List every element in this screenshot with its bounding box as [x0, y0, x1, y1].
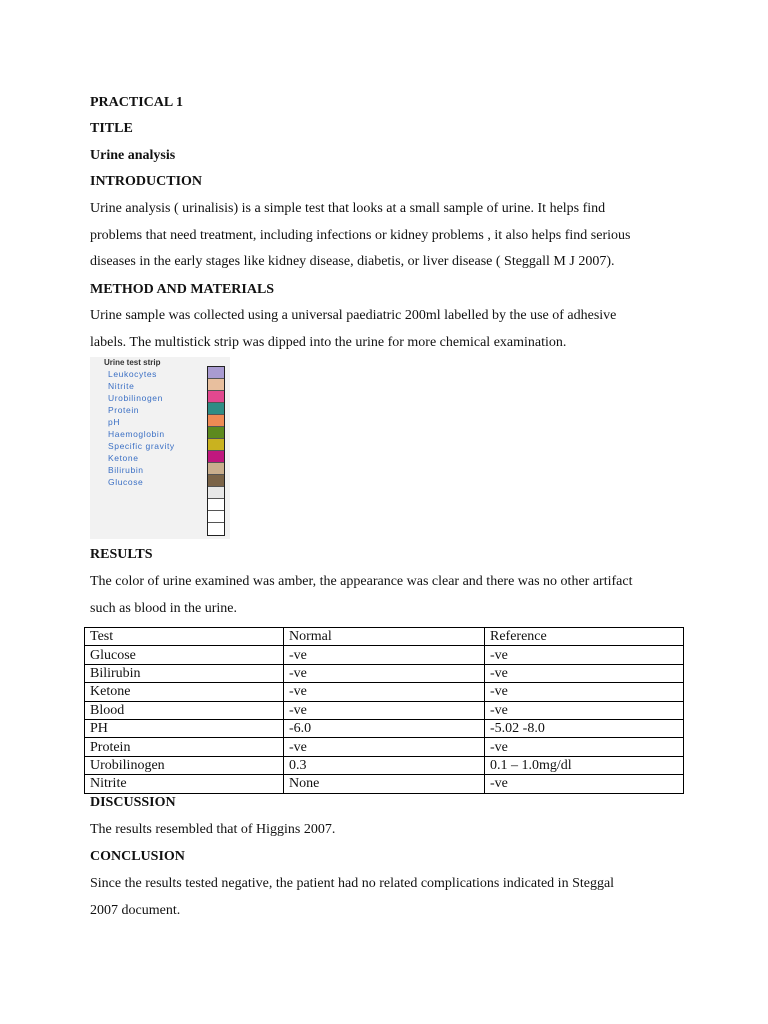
table-cell: -ve	[485, 664, 684, 682]
discussion-heading: DISCUSSION	[90, 795, 176, 810]
table-cell: -ve	[284, 701, 485, 719]
table-cell: -ve	[284, 738, 485, 756]
strip-color-pad	[208, 511, 224, 523]
introduction-heading: INTRODUCTION	[90, 174, 203, 189]
table-row	[85, 738, 684, 756]
discussion-paragraph: The results resembled that of Higgins 2007.	[90, 822, 336, 837]
strip-label: pH	[108, 417, 121, 427]
paragraph-line: Since the results tested negative, the patient had no related complications indicated in Steggal	[90, 876, 615, 891]
strip-color-pad	[208, 439, 224, 451]
strip-color-pad	[208, 487, 224, 499]
paragraph-line: The color of urine examined was amber, the appearance was clear and there was no other artifact	[90, 574, 633, 589]
conclusion-heading: CONCLUSION	[90, 849, 185, 864]
document-subtitle: Urine analysis	[90, 148, 176, 163]
results-table	[84, 627, 684, 794]
strip-label: Specific gravity	[108, 441, 175, 451]
strip-figure-title: Urine test strip	[104, 358, 161, 367]
table-cell: -ve	[485, 701, 684, 719]
table-row	[85, 701, 684, 719]
strip-color-pad	[208, 427, 224, 439]
strip-label: Protein	[108, 405, 140, 415]
table-cell: -ve	[284, 646, 485, 664]
table-cell: -ve	[485, 775, 684, 793]
method-paragraph	[90, 303, 680, 356]
strip-label: Glucose	[108, 477, 144, 487]
table-cell: Bilirubin	[85, 664, 284, 682]
table-cell: -ve	[485, 738, 684, 756]
table-row	[85, 664, 684, 682]
strip-color-pad	[208, 367, 224, 379]
table-cell: Urobilinogen	[85, 756, 284, 774]
table-cell: Ketone	[85, 683, 284, 701]
table-cell: PH	[85, 719, 284, 737]
paragraph-line: diseases in the early stages like kidney disease, diabetis, or liver disease ( Steggall M J 2007).	[90, 254, 615, 269]
table-cell: Glucose	[85, 646, 284, 664]
results-heading: RESULTS	[90, 547, 153, 562]
table-cell: 0.1 – 1.0mg/dl	[485, 756, 684, 774]
table-cell: -5.02 -8.0	[485, 719, 684, 737]
conclusion-paragraph	[90, 871, 680, 924]
strip-label: Ketone	[108, 453, 139, 463]
table-cell: -ve	[284, 664, 485, 682]
paragraph-line: 2007 document.	[90, 902, 181, 918]
paragraph-line: such as blood in the urine.	[90, 600, 237, 616]
table-row	[85, 683, 684, 701]
table-cell: -6.0	[284, 719, 485, 737]
table-cell: 0.3	[284, 756, 485, 774]
column-header: Normal	[284, 628, 485, 646]
strip-color-pad	[208, 475, 224, 487]
strip-color-pad	[208, 499, 224, 511]
paragraph-line: labels. The multistick strip was dipped into the urine for more chemical examination.	[90, 334, 567, 350]
table-cell: -ve	[284, 683, 485, 701]
title-heading: TITLE	[90, 121, 133, 136]
table-cell: None	[284, 775, 485, 793]
strip-color-pad	[208, 415, 224, 427]
test-strip-pads	[207, 366, 225, 536]
strip-color-pad	[208, 403, 224, 415]
table-cell: Blood	[85, 701, 284, 719]
strip-label: Nitrite	[108, 381, 135, 391]
table-row	[85, 756, 684, 774]
urine-test-strip-figure	[90, 357, 230, 539]
paragraph-line: Urine analysis ( urinalisis) is a simple test that looks at a small sample of urine. It helps find	[90, 201, 606, 216]
table-header-row	[85, 628, 684, 646]
results-paragraph	[90, 569, 680, 622]
practical-title: PRACTICAL 1	[90, 95, 183, 110]
method-heading: METHOD AND MATERIALS	[90, 282, 275, 297]
table-cell: Protein	[85, 738, 284, 756]
strip-label: Leukocytes	[108, 369, 157, 379]
table-row	[85, 719, 684, 737]
paragraph-line: Urine sample was collected using a universal paediatric 200ml labelled by the use of adhesive	[90, 308, 617, 323]
column-header: Reference	[485, 628, 684, 646]
strip-label: Bilirubin	[108, 465, 144, 475]
paragraph-line: problems that need treatment, including infections or kidney problems , it also helps find serious	[90, 227, 631, 243]
strip-label: Haemoglobin	[108, 429, 165, 439]
table-row	[85, 646, 684, 664]
table-cell: -ve	[485, 646, 684, 664]
strip-label: Urobilinogen	[108, 393, 163, 403]
strip-color-pad	[208, 463, 224, 475]
strip-color-pad	[208, 391, 224, 403]
strip-color-pad	[208, 451, 224, 463]
column-header: Test	[85, 628, 284, 646]
table-cell: -ve	[485, 683, 684, 701]
strip-color-pad	[208, 379, 224, 391]
introduction-paragraph	[90, 196, 680, 276]
table-cell: Nitrite	[85, 775, 284, 793]
